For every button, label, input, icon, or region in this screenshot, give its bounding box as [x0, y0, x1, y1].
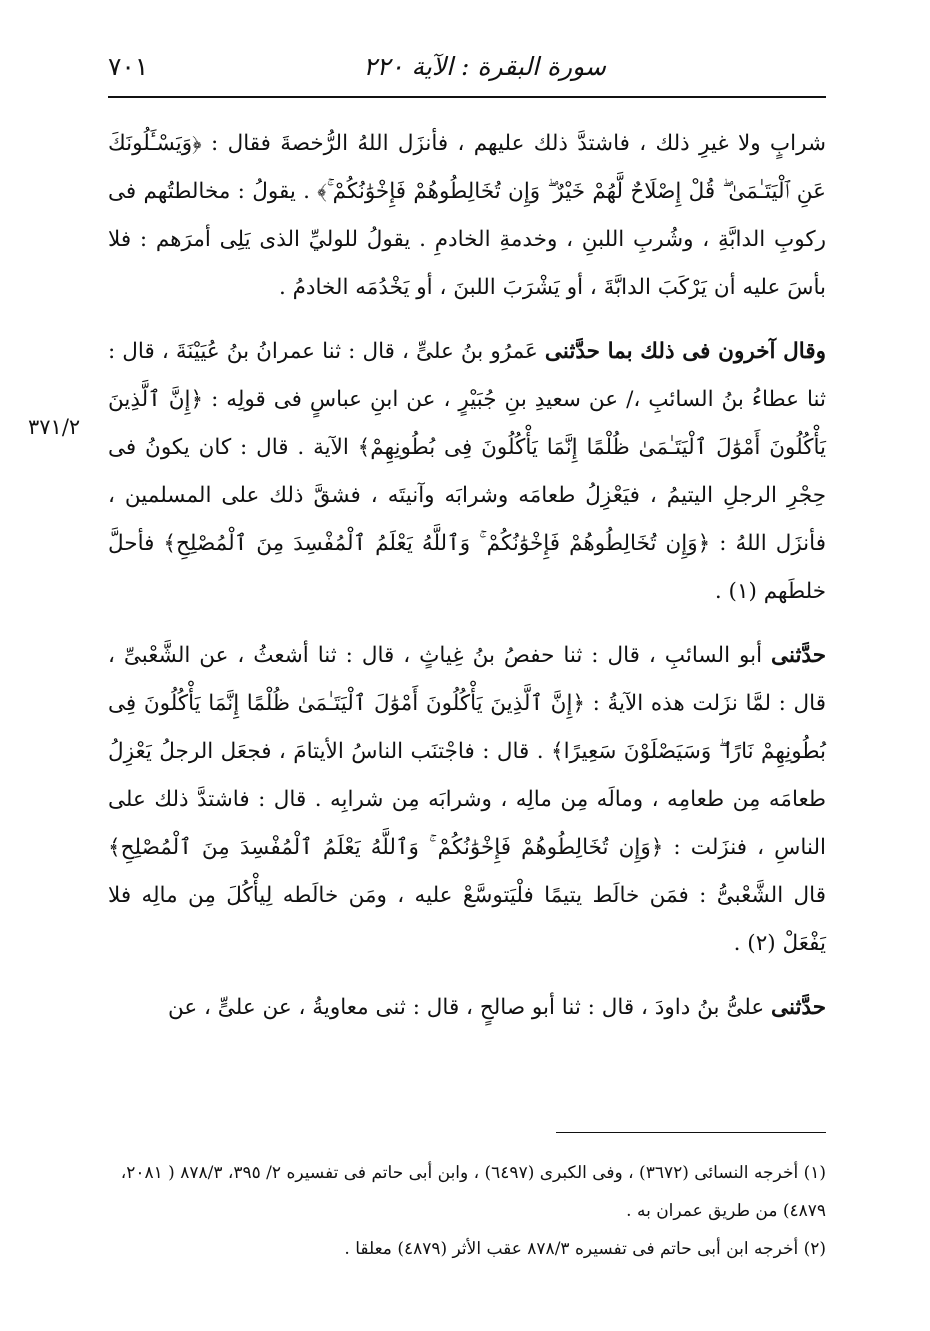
footnote-divider [556, 1132, 826, 1133]
paragraph-text: علىُّ بنُ داودَ ، قال : ثنا أبو صالحٍ ، قال : ثنى معاويةُ ، عن علىٍّ ، عن [168, 995, 772, 1020]
paragraph [108, 984, 826, 1032]
footnotes [108, 1154, 826, 1268]
page-number: ٧٠١ [108, 52, 149, 81]
paragraph-lead: حدَّثنى [771, 995, 826, 1020]
paragraph [108, 632, 826, 968]
main-text [108, 120, 826, 1048]
header-divider [108, 96, 826, 98]
running-title: سورة البقرة : الآية ٢٢٠ [363, 52, 606, 81]
page-header [108, 48, 826, 92]
paragraph-lead: حدَّثنى [771, 643, 826, 668]
footnote: (٢) أخرجه ابن أبى حاتم فى تفسيره ٨٧٨/٣ عقب الأثر (٤٨٧٩) معلقا . [344, 1239, 826, 1259]
margin-volume-page-reference: ٣٧١/٢ [28, 415, 81, 439]
paragraph [108, 120, 826, 312]
footnote: (١) أخرجه النسائى (٣٦٧٢) ، وفى الكبرى (٦٤٩٧) ، وابن أبى حاتم فى تفسيره ٢/ ٣٩٥، ٨٧٨/٣ ( ٢٠٨١، ٤٨٧٩) من طريق عمران به . [120, 1163, 826, 1221]
paragraph-text: أبو السائبِ ، قال : ثنا حفصُ بنُ غِياثٍ ، قال : ثنا أشعثُ ، عن الشَّعْبىِّ ، قال : لمَّا نزَلت هذه الآيةُ : ﴿إِنَّ ٱلَّذِينَ يَأْكُلُونَ أَمْوَٰلَ ٱلْيَتَـٰمَىٰ ظُلْمًا إِنَّمَا يَأْكُلُونَ فِى بُطُونِهِمْ نَارًا ۖ وَسَيَصْلَوْنَ سَعِيرًا﴾ . قال : فاجْتنَب الناسُ الأيتامَ ، فجعَل الرجلُ يَعْزِلُ طعامَه مِن طعامِه ، ومالَه مِن مالِه ، وشرابَه مِن شرابِه . قال : فاشتدَّ ذلك على الناسِ ، فنزَلت : ﴿وَإِن تُخَالِطُوهُمْ فَإِخْوَٰنُكُمْ ۚ وَٱللَّهُ يَعْلَمُ ٱلْمُفْسِدَ مِنَ ٱلْمُصْلِحِ﴾ قال الشَّعْبىُّ : فمَن خالَط يتيمًا فلْيَتوسَّعْ عليه ، ومَن خالَطه لِيأْكُلَ مِن مالِه فلا يَفْعَلْ (٢) . [108, 643, 826, 956]
paragraph-text: عَمرُو بنُ علىٍّ ، قال : ثنا عمرانُ بنُ عُيَيْنَةَ ، قال : ثنا عطاءُ بنُ السائبِ ،/ عن سعيدِ بنِ جُبَيْرٍ ، عن ابنِ عباسٍ فى قولِه : ﴿إِنَّ ٱلَّذِينَ يَأْكُلُونَ أَمْوَٰلَ ٱلْيَتَـٰمَىٰ ظُلْمًا إِنَّمَا يَأْكُلُونَ فِى بُطُونِهِمْ﴾ الآية . قال : كان يكونُ فى حِجْرِ الرجلِ اليتيمُ ، فيَعْزِلُ طعامَه وشرابَه وآنيتَه ، فشقَّ ذلك على المسلمين ، فأنزَل اللهُ : ﴿وَإِن تُخَالِطُوهُمْ فَإِخْوَٰنُكُمْ ۚ وَٱللَّهُ يَعْلَمُ ٱلْمُفْسِدَ مِنَ ٱلْمُصْلِحِ﴾ فأحلَّ خلطَهم (١) . [108, 339, 826, 604]
paragraph [108, 328, 826, 616]
paragraph-text: شرابٍ ولا غيرِ ذلك ، فاشتدَّ ذلك عليهم ، فأنزَل اللهُ الرُّخصةَ فقال : ﴿وَيَسْـَٔلُونَكَ عَنِ ٱلْيَتَـٰمَىٰ ۖ قُلْ إِصْلَاحٌ لَّهُمْ خَيْرٌ ۖ وَإِن تُخَالِطُوهُمْ فَإِخْوَٰنُكُمْ ۚ﴾ . يقولُ : مخالطتُهم فى ركوبِ الدابَّةِ ، وشُربِ اللبنِ ، وخدمةِ الخادمِ . يقولُ للوليِّ الذى يَلِى أمرَهم : فلا بأسَ عليه أن يَرْكَبَ الدابَّةَ ، أو يَشْرَبَ اللبنَ ، أو يَخْدُمَه الخادمُ . [108, 131, 826, 300]
paragraph-lead: وقال آخرون فى ذلك بما حدَّثنى [544, 339, 827, 364]
